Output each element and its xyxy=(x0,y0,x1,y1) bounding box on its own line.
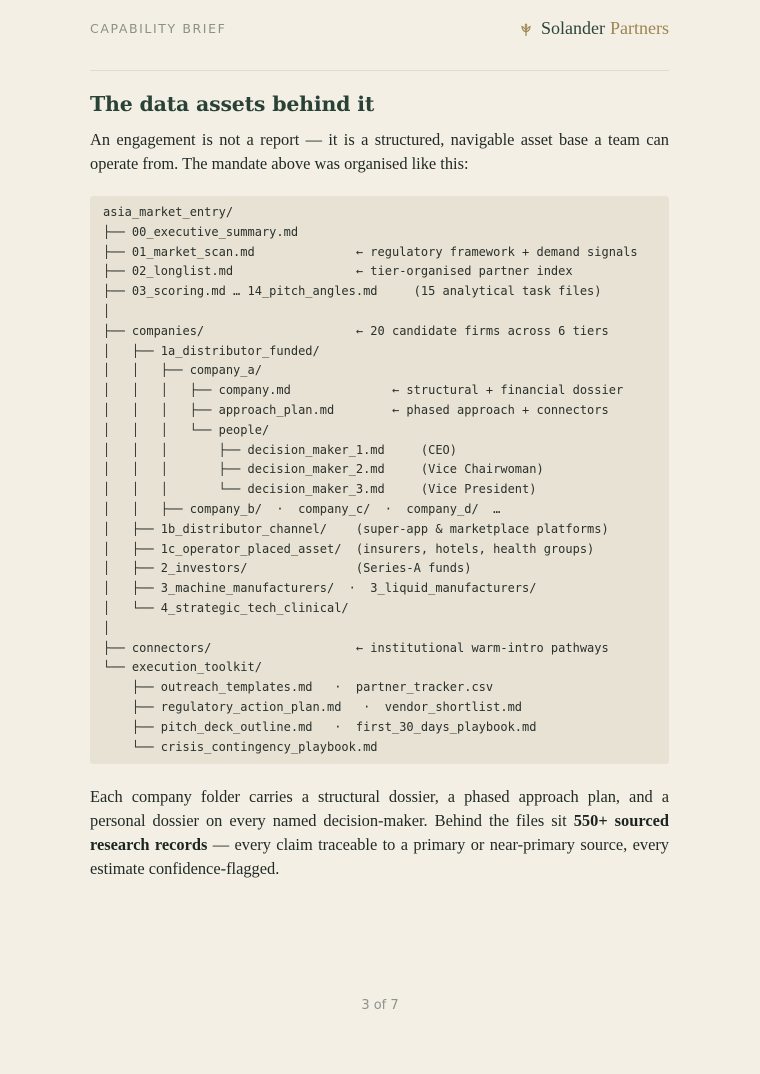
tree-line: │ │ │ ├── company.md ← structural + financial dossier xyxy=(103,383,624,398)
tree-line: │ │ │ ├── approach_plan.md ← phased approach + connectors xyxy=(103,402,609,417)
tree-line: ├── pitch_deck_outline.md · first_30_days_playbook.md xyxy=(103,719,537,734)
tree-line: │ ├── 1b_distributor_channel/ (super-app & marketplace platforms) xyxy=(103,521,609,536)
tree-line: │ │ │ ├── decision_maker_1.md (CEO) xyxy=(103,442,458,457)
header-divider xyxy=(90,70,669,71)
brand-logo xyxy=(520,18,669,39)
tree-line: ├── 03_scoring.md … 14_pitch_angles.md (15 analytical task files) xyxy=(103,284,602,299)
tree-line: ├── outreach_templates.md · partner_tracker.csv xyxy=(103,680,494,695)
tree-line: ├── 02_longlist.md ← tier-organised partner index xyxy=(103,264,573,279)
tree-line: │ ├── 1c_operator_placed_asset/ (insurers, hotels, health groups) xyxy=(103,541,595,556)
tree-line: └── crisis_contingency_playbook.md xyxy=(103,739,378,754)
tree-line: │ ├── 1a_distributor_funded/ xyxy=(103,343,320,358)
tree-line: ├── companies/ ← 20 candidate firms across 6 tiers xyxy=(103,323,609,338)
brand-name-primary: Solander xyxy=(541,17,606,38)
tree-line: ├── regulatory_action_plan.md · vendor_shortlist.md xyxy=(103,699,523,714)
tree-line: │ ├── 3_machine_manufacturers/ · 3_liquid_manufacturers/ xyxy=(103,581,537,596)
document-type-label: CAPABILITY BRIEF xyxy=(90,20,227,36)
outro-text-part-2: — every claim traceable to a primary or near-primary source, every estimate confidence-flagged. xyxy=(90,835,669,878)
page-number: 3 of 7 xyxy=(361,998,399,1013)
research-records-highlight: 550+ sourced research records xyxy=(90,811,669,854)
page-header xyxy=(90,18,669,38)
tree-line: │ │ ├── company_b/ · company_c/ · company_d/ … xyxy=(103,501,501,516)
directory-tree-block xyxy=(90,196,669,764)
tree-line: │ xyxy=(103,620,111,635)
section-title: The data assets behind it xyxy=(90,92,375,116)
tree-line: │ ├── 2_investors/ (Series-A funds) xyxy=(103,561,472,576)
tree-line: └── execution_toolkit/ xyxy=(103,660,262,675)
tree-line: │ │ ├── company_a/ xyxy=(103,363,262,378)
tree-line: │ xyxy=(103,303,111,318)
intro-paragraph: An engagement is not a report — it is a structured, navigable asset base a team can operate from. The mandate above was organised like this: xyxy=(90,130,669,173)
tree-line: ├── 01_market_scan.md ← regulatory framework + demand signals xyxy=(103,244,638,259)
tree-line: ├── 00_executive_summary.md xyxy=(103,224,299,239)
tree-line: │ │ │ ├── decision_maker_2.md (Vice Chairwoman) xyxy=(103,462,544,477)
tree-line: │ │ │ └── people/ xyxy=(103,422,270,437)
outro-text-part-1: Each company folder carries a structural dossier, a phased approach plan, and a personal dossier on every named decision-maker. Behind the files sit xyxy=(90,787,669,830)
tree-line: ├── connectors/ ← institutional warm-intro pathways xyxy=(103,640,609,655)
outro-paragraph xyxy=(90,785,669,881)
tree-line: │ │ │ └── decision_maker_3.md (Vice President) xyxy=(103,482,537,497)
tree-line: │ └── 4_strategic_tech_clinical/ xyxy=(103,600,349,615)
wheat-sprig-icon xyxy=(520,21,532,35)
brand-name-secondary: Partners xyxy=(610,17,669,38)
tree-line: asia_market_entry/ xyxy=(103,205,234,219)
